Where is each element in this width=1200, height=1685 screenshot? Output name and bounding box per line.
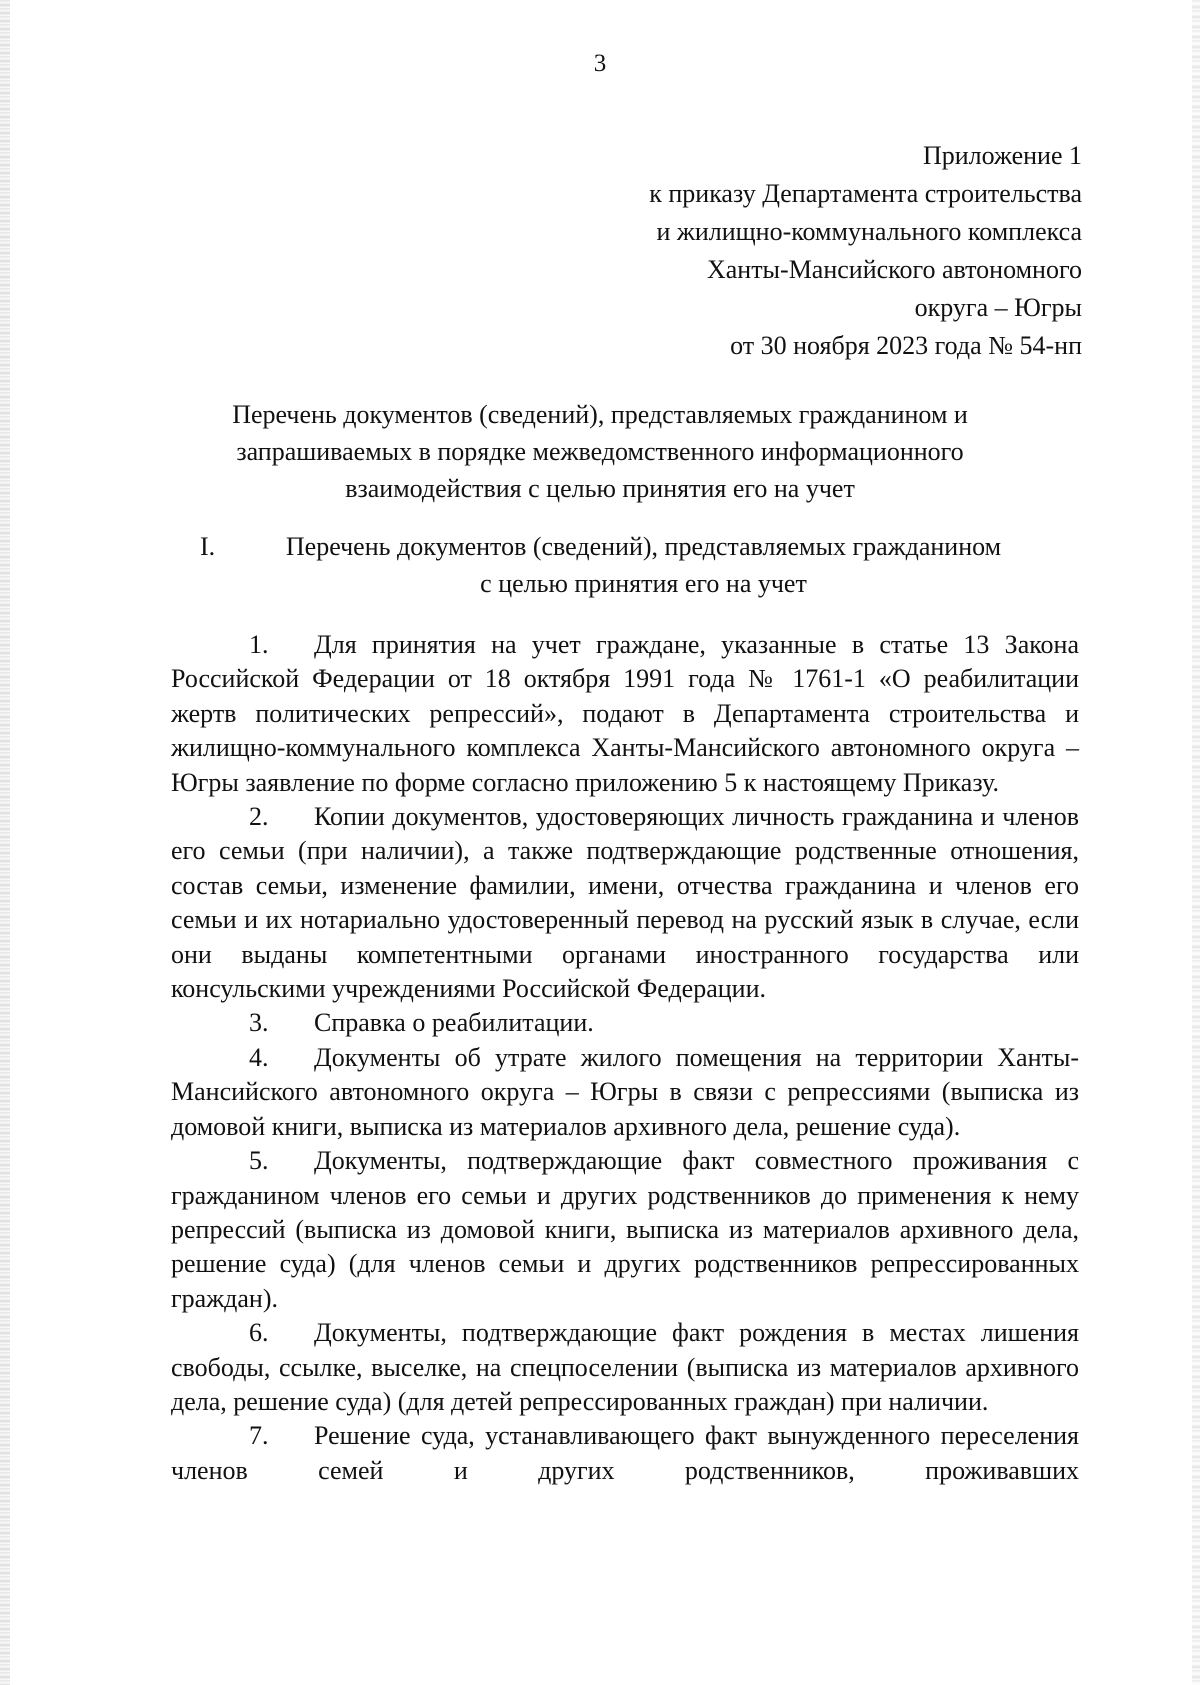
item-text: Документы, подтверждающие факт совместного проживания с гражданином членов его семьи и других родственников до применения к нему репрессий (выписка из домовой книги, выписка из материалов архивного дела, решение суда) (для членов семьи и других родственников репрессированных граждан).	[171, 1146, 1079, 1313]
appendix-line: Приложение 1	[922, 141, 1082, 170]
appendix-line: от 30 ноября 2023 года № 54-нп	[730, 331, 1082, 360]
item-number: 4.	[249, 1042, 269, 1072]
title-line: Перечень документов (сведений), представляемых гражданином и	[232, 400, 968, 429]
scan-edge-right	[1192, 0, 1200, 1685]
item-text: Справка о реабилитации.	[314, 1008, 594, 1038]
list-item	[171, 1006, 1079, 1040]
item-text: Копии документов, удостоверяющих личность гражданина и членов его семьи (при наличии), а также подтверждающие родственные отношения, состав семьи, изменение фамилии, имени, отчества гражданина и членов его семьи и их нотариально удостоверенный перевод на русский язык в случае, если они выданы компетентными органами иностранного государства или консульскими учреждениями Российской Федерации.	[171, 802, 1079, 1004]
list-item	[171, 1419, 1079, 1488]
appendix-line: округа – Югры	[914, 293, 1082, 322]
list-item	[171, 1316, 1079, 1419]
appendix-line: и жилищно-коммунального комплекса	[656, 217, 1082, 246]
section-heading	[160, 528, 1045, 602]
appendix-line: Ханты-Мансийского автономного	[706, 255, 1082, 284]
document-title	[160, 396, 1040, 507]
document-list	[171, 628, 1079, 1488]
section-number: I.	[200, 532, 216, 561]
page-number: 3	[593, 50, 607, 77]
list-item	[171, 628, 1079, 800]
section-title	[242, 528, 1045, 602]
title-line: взаимодействия с целью принятия его на учет	[345, 474, 855, 503]
section-title-line: Перечень документов (сведений), представляемых гражданином	[285, 532, 1002, 561]
appendix-line: к приказу Департамента строительства	[649, 179, 1082, 208]
item-text: Документы, подтверждающие факт рождения в местах лишения свободы, ссылке, выселке, на спецпоселении (выписка из материалов архивного дела, решение суда) (для детей репрессированных граждан) при наличии.	[171, 1318, 1079, 1416]
list-item	[171, 1041, 1079, 1144]
item-number: 1.	[249, 630, 269, 659]
section-title-line: с целью принятия его на учет	[480, 569, 807, 598]
appendix-header	[649, 137, 1082, 365]
item-number: 6.	[249, 1318, 269, 1348]
title-line: запрашиваемых в порядке межведомственного информационного	[236, 437, 964, 466]
scan-edge-left	[0, 0, 10, 1685]
item-number: 2.	[249, 802, 269, 832]
item-text: Решение суда, устанавливающего факт вынужденного переселения членов семей и других родственников, проживавших	[171, 1421, 1079, 1485]
list-item	[171, 1144, 1079, 1316]
item-text: Для принятия на учет граждане, указанные в статье 13 Закона Российской Федерации от 18 октября 1991 года № 1761-1 «О реабилитации жертв политических репрессий», подают в Департамента строительства и жилищно-коммунального комплекса Ханты-Мансийского автономного округа – Югры заявление по форме согласно приложению 5 к настоящему Приказу.	[171, 630, 1079, 797]
list-item	[171, 800, 1079, 1006]
item-number: 7.	[249, 1421, 269, 1451]
item-text: Документы об утрате жилого помещения на территории Ханты-Мансийского автономного округа – Югры в связи с репрессиями (выписка из домовой книги, выписка из материалов архивного дела, решение суда).	[171, 1042, 1079, 1141]
item-number: 3.	[249, 1008, 269, 1038]
item-number: 5.	[249, 1146, 269, 1176]
